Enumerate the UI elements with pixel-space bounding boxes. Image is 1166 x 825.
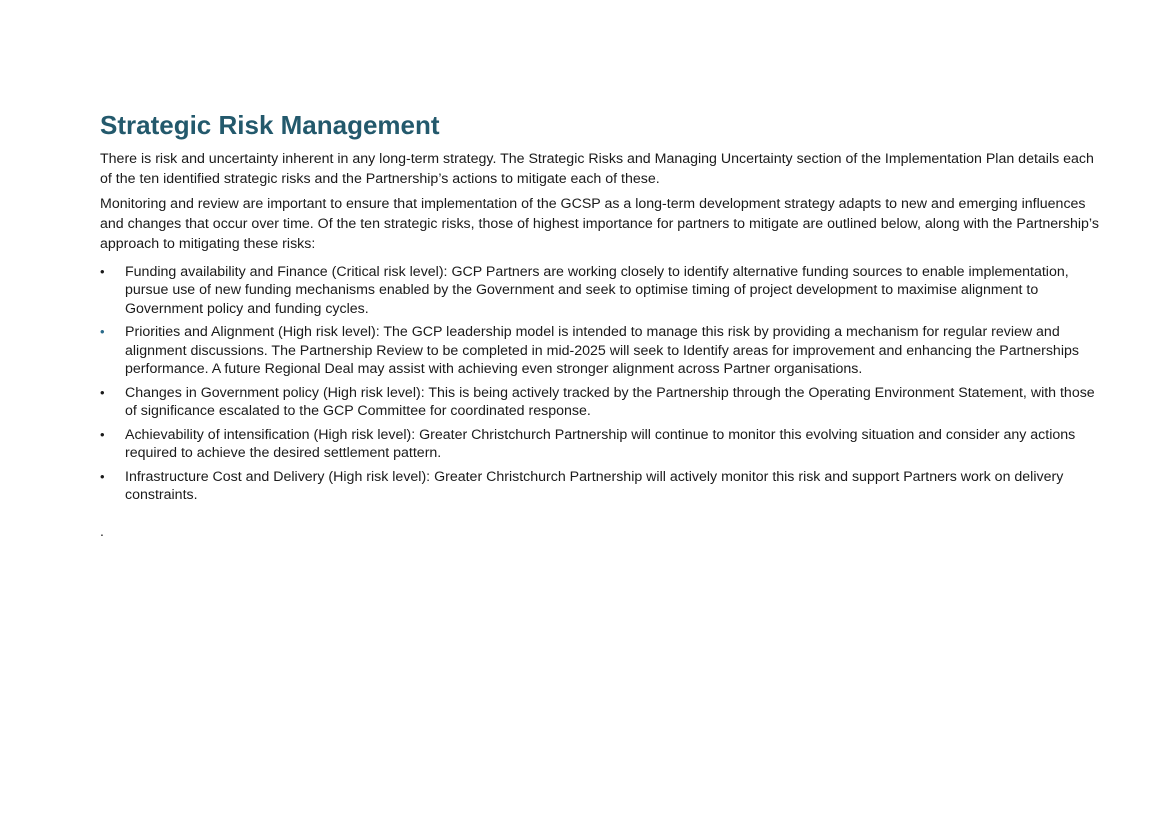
list-item-text: Changes in Government policy (High risk level): This is being actively tracked by the Partnership through the Operating Environment Statement, with those of significance escalated to the GCP Committee for coordinated response. [125, 384, 1095, 420]
list-item-text: Funding availability and Finance (Critical risk level): GCP Partners are working closely to identify alternative funding sources to enable implementation, pursue use of new funding mechanisms enabled by the Government and seek to optimise timing of project development to maximise alignment to Government policy and funding cycles. [125, 263, 1069, 317]
bullet-icon: • [100, 468, 105, 484]
document-page [100, 108, 1100, 510]
risk-list [100, 263, 1100, 505]
bullet-icon: • [100, 384, 105, 400]
trailing-period: . [100, 523, 104, 539]
list-item-text: Achievability of intensification (High risk level): Greater Christchurch Partnership will continue to monitor this evolving situation and consider any actions required to achieve the desired settlement pattern. [125, 426, 1076, 462]
bullet-icon: • [100, 426, 105, 442]
monitoring-paragraph: Monitoring and review are important to ensure that implementation of the GCSP as a long-term development strategy adapts to new and emerging influences and changes that occur over time. Of the ten strategic risks, those of highest importance for partners to mitigate are outlined below, along with the Partnership’s approach to mitigating these risks: [100, 196, 1099, 252]
list-item [100, 263, 1100, 319]
list-item [100, 384, 1100, 421]
list-item-text: Priorities and Alignment (High risk level): The GCP leadership model is intended to manage this risk by providing a mechanism for regular review and alignment discussions. The Partnership Review to be completed in mid-2025 will seek to Identify areas for improvement and enhancing the Partnerships performance. A future Regional Deal may assist with achieving even stronger alignment across Partner organisations. [125, 324, 1079, 378]
bullet-icon: • [100, 263, 105, 279]
page-title: Strategic Risk Management [100, 110, 440, 140]
list-item-text: Infrastructure Cost and Delivery (High risk level): Greater Christchurch Partnership will actively monitor this risk and support Partners work on delivery constraints. [125, 468, 1064, 504]
list-item [100, 323, 1100, 379]
list-item [100, 468, 1100, 505]
intro-paragraph: There is risk and uncertainty inherent in any long-term strategy. The Strategic Risks and Managing Uncertainty section of the Implementation Plan details each of the ten identified strategic risks and the Partnership’s actions to mitigate each of these. [100, 151, 1094, 187]
bullet-icon: • [100, 324, 105, 340]
list-item [100, 426, 1100, 463]
